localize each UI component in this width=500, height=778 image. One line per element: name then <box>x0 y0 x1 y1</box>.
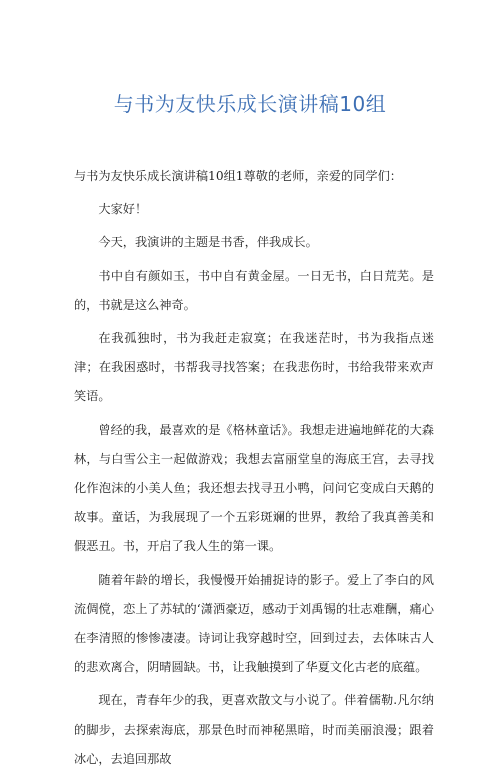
paragraph-books-companion: 在我孤独时，书为我赶走寂寞；在我迷茫时，书为我指点迷津；在我困惑时，书帮我寻找答案；在我悲伤时，书给我带来欢声笑语。 <box>74 331 434 404</box>
paragraph-topic: 今天，我演讲的主题是书香，伴我成长。 <box>98 235 318 250</box>
paragraph-books-magic: 书中自有颜如玉，书中自有黄金屋。一日无书，白日荒芜。是的，书就是这么神奇。 <box>74 268 434 312</box>
paragraph-poetry: 随着年龄的增长，我慢慢开始捕捉诗的影子。爱上了李白的风流倜傥，恋上了苏轼的‘潇洒豪迈，感动于刘禹锡的壮志难酬，痛心在李清照的惨惨凄凄。诗词让我穿越时空，回到过去，去体味古人的悲欢离合，阴晴圆缺。书，让我触摸到了华夏文化古老的底蕴。 <box>74 572 434 675</box>
paragraph-prose-novels: 现在，青春年少的我，更喜欢散文与小说了。伴着儒勒.凡尔纳的脚步，去探索海底，那景色时而神秘黑暗，时而美丽浪漫；跟着冰心，去追回那故 <box>74 693 434 766</box>
paragraph-fairy-tales: 曾经的我，最喜欢的是《格林童话》。我想走进遍地鲜花的大森林，与白雪公主一起做游戏；我想去富丽堂皇的海底王宫，去寻找化作泡沫的小美人鱼；我还想去找寻丑小鸭，问问它变成白天鹅的故事。童话，为我展现了一个五彩斑斓的世界，教给了我真善美和假恶丑。书，开启了我人生的第一课。 <box>74 422 434 554</box>
paragraph-salutation: 与书为友快乐成长演讲稿10组1尊敬的老师，亲爱的同学们： <box>74 169 402 183</box>
document-title: 与书为友快乐成长演讲稿10组 <box>113 92 387 116</box>
document-body <box>74 162 434 778</box>
paragraph-greeting: 大家好！ <box>98 202 148 217</box>
